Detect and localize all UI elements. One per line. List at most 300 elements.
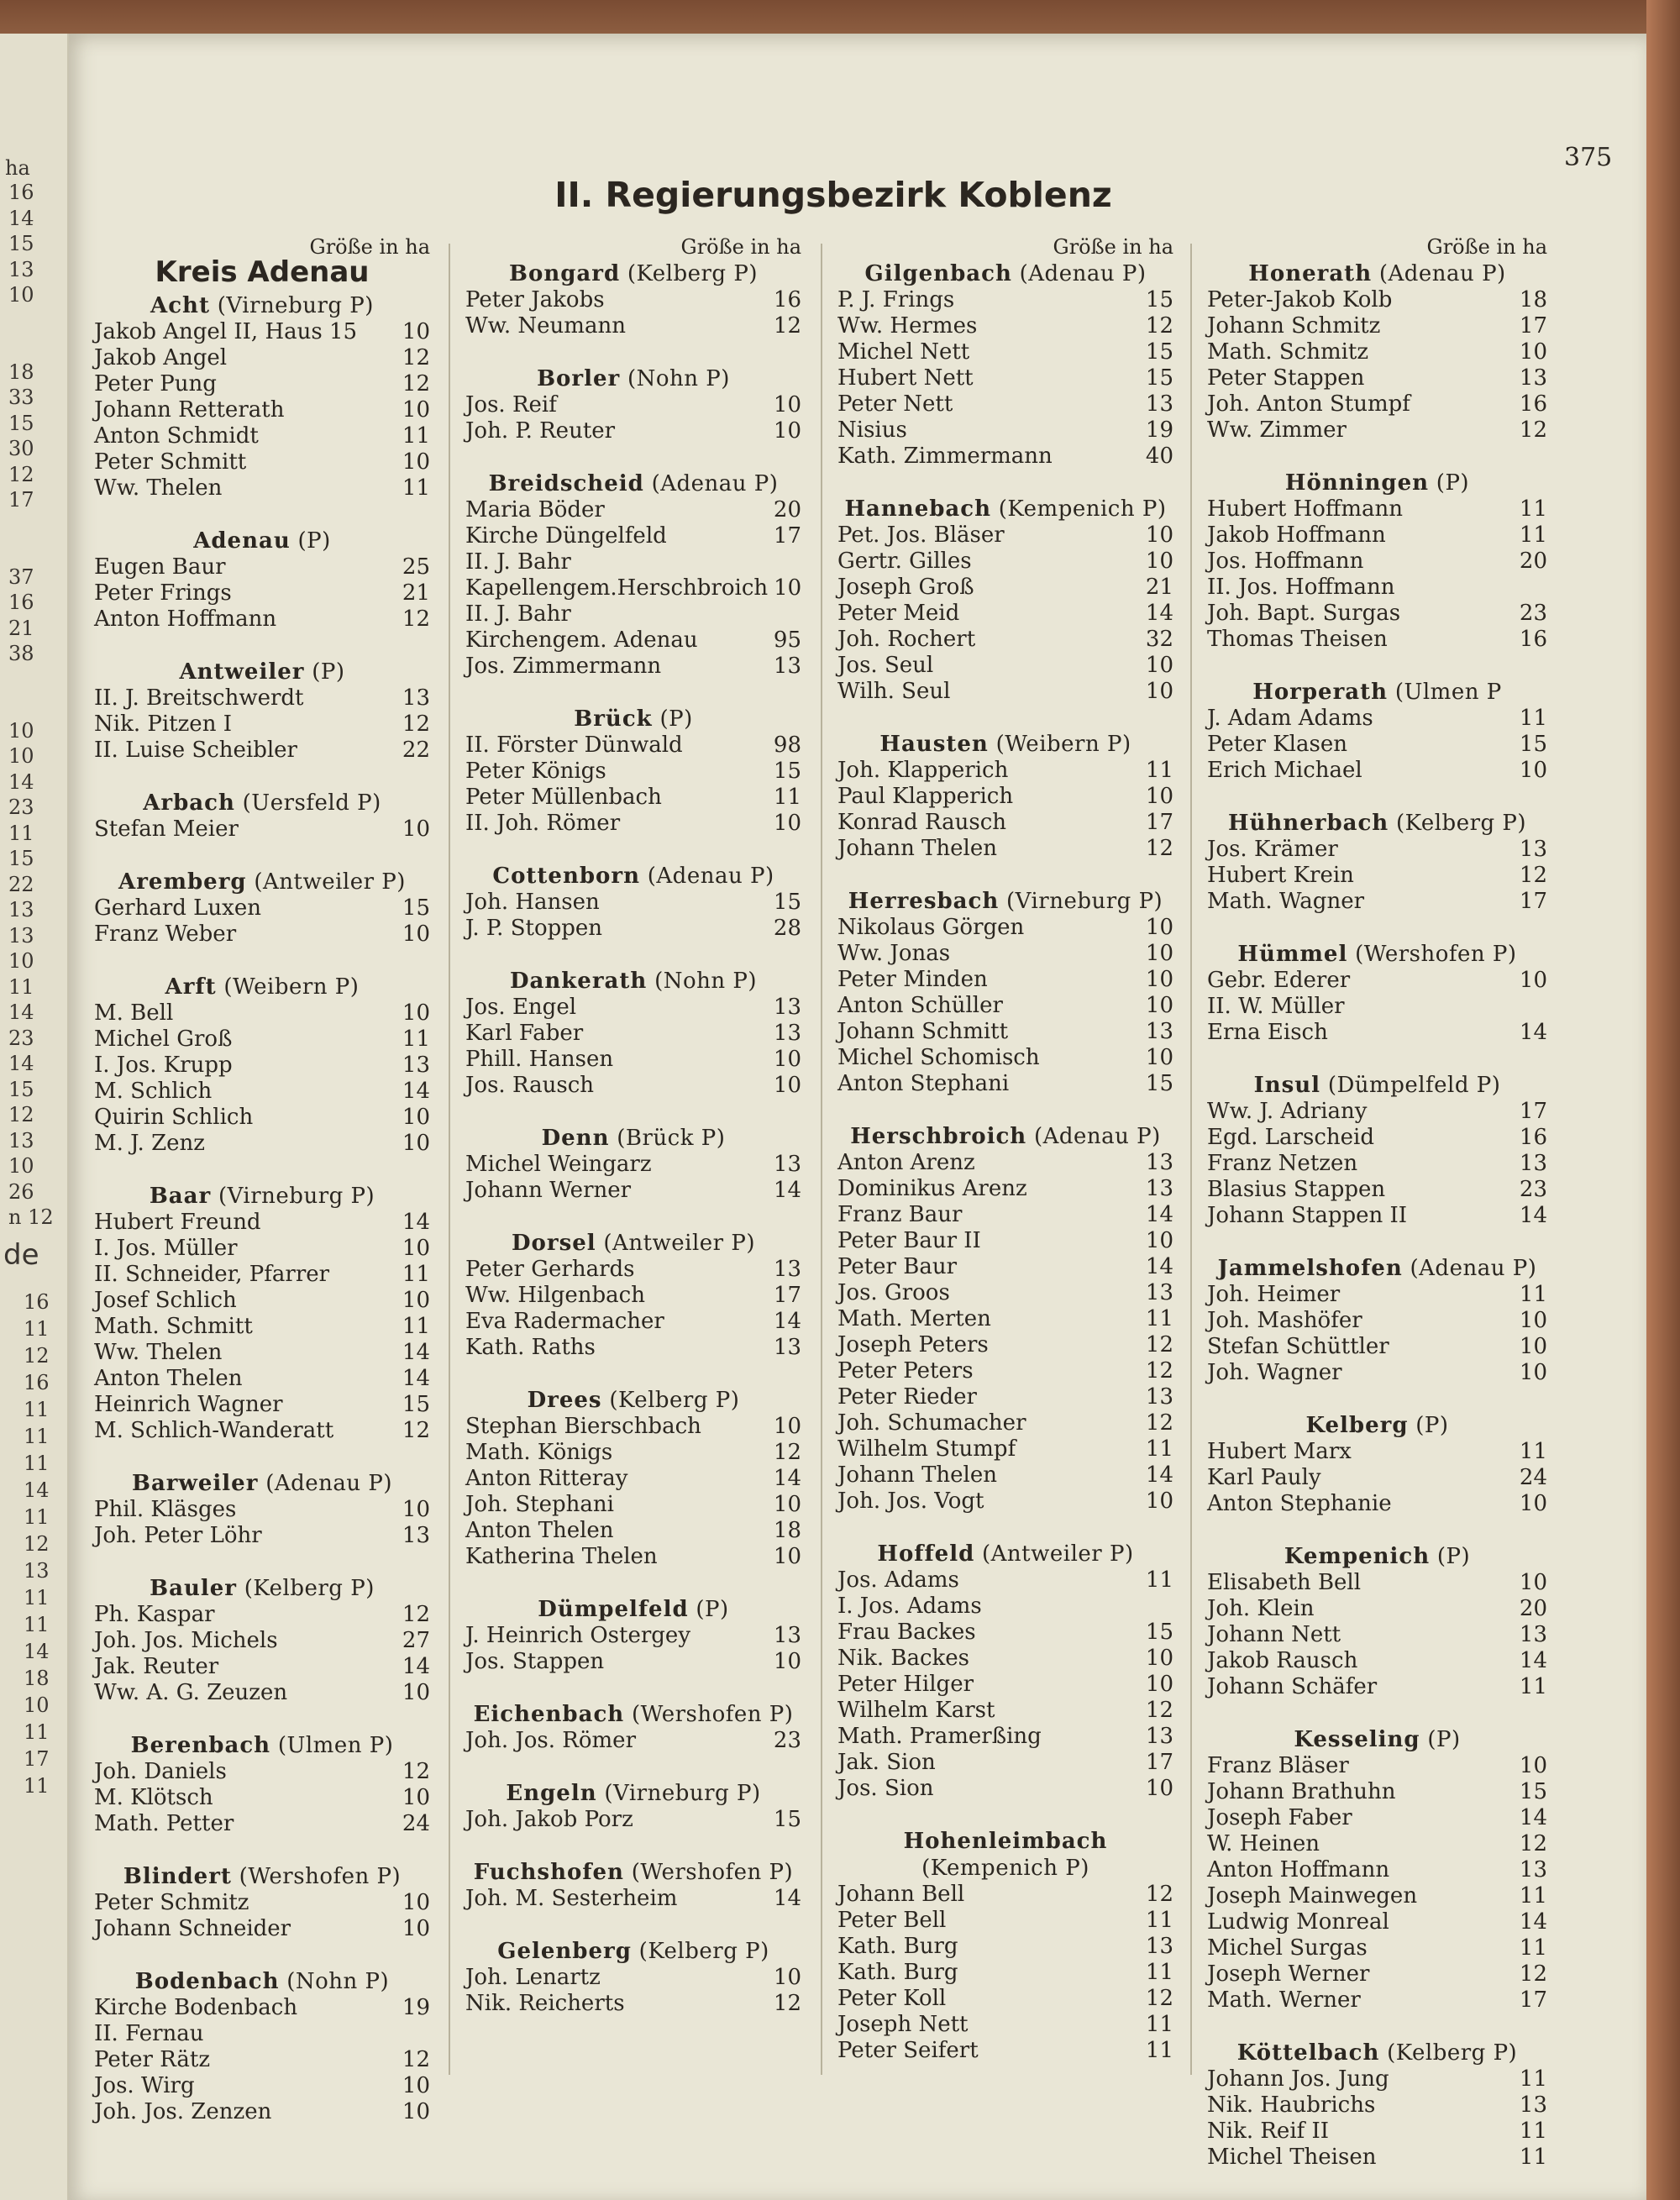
municipality-name: Hannebach (844, 496, 992, 522)
municipality-parish: (P) (1427, 1727, 1461, 1752)
spacer (465, 339, 801, 365)
municipality-parish: (Adenau P) (1410, 1256, 1537, 1281)
municipality-heading (94, 974, 430, 1000)
area-ha: 18 (1519, 287, 1547, 312)
municipality-heading (94, 1732, 430, 1759)
owner-name: Math. Schmitt (94, 1314, 253, 1339)
column-rule (449, 244, 450, 2075)
owner-name: Franz Netzen (1207, 1151, 1358, 1176)
area-ha: 10 (402, 1890, 430, 1915)
spacer (1207, 2014, 1547, 2040)
spacer (837, 1097, 1173, 1123)
municipality-parish: (P) (312, 659, 345, 685)
owner-name: I. Jos. Müller (94, 1236, 238, 1261)
owner-row (1207, 313, 1547, 339)
owner-row (94, 738, 430, 764)
municipality-parish: (Kempenich P) (921, 1856, 1089, 1881)
area-ha: 10 (402, 1497, 430, 1522)
margin-unit-label: ha (5, 156, 30, 180)
owner-name: Peter Jakobs (465, 287, 605, 312)
margin-number: 15 (8, 232, 34, 255)
area-ha: 10 (402, 921, 430, 947)
owner-name: Hubert Nett (837, 365, 974, 391)
owner-row (1207, 391, 1547, 417)
margin-number: 11 (24, 1424, 50, 1448)
area-ha: 17 (1519, 889, 1547, 914)
owner-name: Joh. Mashöfer (1207, 1308, 1362, 1333)
municipality-heading (465, 1125, 801, 1152)
municipality-name: Acht (150, 293, 210, 318)
owner-name: Peter Gerhards (465, 1257, 635, 1282)
municipality-heading (1207, 470, 1547, 496)
column-3 (837, 234, 1173, 2082)
area-ha: 11 (1519, 706, 1547, 731)
owner-row (837, 2038, 1173, 2064)
margin-number: 38 (8, 642, 34, 665)
owner-name: Peter Seifert (837, 2038, 979, 2063)
area-ha: 10 (1145, 1489, 1173, 1514)
owner-row (837, 339, 1173, 365)
spacer (94, 1942, 430, 1968)
owner-row (465, 1440, 801, 1466)
spacer (837, 862, 1173, 888)
owner-name: Joh. Daniels (94, 1759, 227, 1784)
area-ha: 10 (1519, 339, 1547, 365)
municipality-name: Kesseling (1294, 1727, 1420, 1752)
area-ha: 13 (773, 1623, 801, 1648)
owner-name: Jos. Zimmermann (465, 654, 662, 679)
municipality-parish: (P) (297, 528, 331, 554)
area-ha: 14 (1519, 1909, 1547, 1935)
area-ha: 12 (402, 2047, 430, 2072)
spacer (837, 1515, 1173, 1541)
owner-name: Joh. Stephani (465, 1492, 614, 1517)
owner-row (1207, 1857, 1547, 1883)
owner-name: Ww. Zimmer (1207, 417, 1347, 443)
area-ha: 11 (1519, 496, 1547, 522)
owner-name: Joh. Rochert (837, 627, 976, 652)
area-ha: 22 (402, 738, 430, 763)
owner-row (94, 371, 430, 397)
owner-name: P. J. Frings (837, 287, 955, 312)
municipality-heading (1207, 679, 1547, 706)
owner-name: Peter Minden (837, 967, 988, 992)
area-ha: 14 (1519, 1203, 1547, 1228)
area-ha: 25 (402, 554, 430, 580)
district-heading: Kreis Adenau (155, 255, 370, 289)
owner-row (94, 1759, 430, 1785)
owner-name: Jos. Engel (465, 995, 577, 1020)
owner-name: Peter Klasen (1207, 732, 1347, 757)
facing-page-edge (0, 34, 70, 2200)
area-ha: 13 (1519, 365, 1547, 391)
margin-number: 12 (24, 1343, 50, 1368)
spacer (94, 501, 430, 528)
owner-name: Kath. Burg (837, 1960, 958, 1985)
area-ha: 15 (1145, 1071, 1173, 1096)
municipality-parish: (Weibern P) (995, 732, 1131, 757)
area-ha: 10 (1519, 1491, 1547, 1516)
owner-row (465, 759, 801, 785)
area-ha: 12 (402, 1418, 430, 1443)
area-ha: 24 (402, 1811, 430, 1836)
margin-number: 13 (8, 898, 34, 921)
owner-name: Peter Rätz (94, 2047, 211, 2072)
area-ha: 10 (773, 392, 801, 417)
area-ha: 15 (402, 1392, 430, 1417)
owner-row (837, 1489, 1173, 1515)
area-ha: 12 (402, 1602, 430, 1627)
owner-row (465, 1309, 801, 1335)
municipality-name: Borler (537, 366, 621, 391)
area-ha: 11 (1519, 2066, 1547, 2092)
spacer (1207, 1517, 1547, 1543)
owner-name: Jos. Stappen (465, 1649, 605, 1674)
owner-row (94, 449, 430, 475)
area-ha: 10 (773, 1649, 801, 1674)
margin-number: 10 (8, 283, 34, 307)
column-4 (1207, 234, 1547, 2170)
margin-number: 13 (8, 257, 34, 281)
owner-name: Franz Weber (94, 921, 237, 947)
owner-name: I. Jos. Krupp (94, 1053, 233, 1078)
owner-name: Johann Schmitz (1207, 313, 1381, 339)
area-ha: 10 (1145, 679, 1173, 704)
area-ha: 10 (1145, 941, 1173, 966)
owner-name: Joh. P. Reuter (465, 418, 616, 444)
spacer (94, 1157, 430, 1183)
municipality-name: Gelenberg (497, 1939, 632, 1964)
book-cover-edge (1646, 0, 1680, 2200)
owner-name: Ww. Thelen (94, 1340, 223, 1365)
area-ha: 16 (773, 287, 801, 312)
municipality-name: Breidscheid (488, 471, 644, 496)
owner-name: Kirche Bodenbach (94, 1995, 298, 2020)
municipality-parish: (Adenau P) (1019, 261, 1147, 286)
page-title: II. Regierungsbezirk Koblenz (554, 175, 1112, 215)
owner-name: Jos. Wirg (94, 2073, 195, 2098)
municipality-parish: (Kelberg P) (1395, 811, 1527, 836)
owner-row (94, 816, 430, 843)
owner-row (837, 1462, 1173, 1489)
municipality-heading (94, 869, 430, 895)
owner-name: Katherina Thelen (465, 1544, 658, 1569)
municipality-parish: (Ulmen P) (277, 1733, 394, 1758)
size-header: Größe in ha (309, 235, 430, 259)
owner-row (94, 1053, 430, 1079)
owner-name: Stefan Meier (94, 816, 239, 842)
owner-row (465, 1492, 801, 1518)
owner-name: Elisabeth Bell (1207, 1570, 1362, 1595)
municipality-parish: (P) (1436, 470, 1470, 496)
owner-row (94, 1105, 430, 1131)
municipality-parish: (Virneburg P) (1006, 889, 1163, 914)
owner-row (465, 523, 801, 549)
owner-name: Math. Werner (1207, 1987, 1361, 2013)
owner-name: Stefan Schüttler (1207, 1334, 1389, 1359)
owner-name: Peter Meid (837, 601, 960, 626)
margin-number: 13 (24, 1558, 50, 1583)
owner-row (94, 1680, 430, 1706)
owner-name: Michel Groß (94, 1026, 233, 1052)
margin-number: 14 (8, 1052, 34, 1075)
owner-row (94, 1811, 430, 1837)
margin-number: 17 (8, 488, 34, 512)
owner-name: Michel Weingarz (465, 1152, 652, 1177)
owner-row (94, 1916, 430, 1942)
owner-row (1207, 1491, 1547, 1517)
margin-number: 10 (8, 718, 34, 743)
municipality-name: Cottenborn (492, 864, 640, 889)
owner-row (465, 287, 801, 313)
area-ha: 12 (773, 313, 801, 339)
owner-row (465, 916, 801, 942)
owner-name: Hubert Krein (1207, 863, 1354, 888)
spacer (465, 444, 801, 470)
municipality-name: Engeln (506, 1781, 597, 1806)
owner-name: Stephan Bierschbach (465, 1414, 701, 1439)
owner-name: Franz Bläser (1207, 1753, 1349, 1778)
margin-number: 11 (8, 974, 34, 999)
owner-name: Frau Backes (837, 1620, 976, 1645)
owner-name: Paul Klapperich (837, 784, 1014, 809)
municipality-heading (465, 1780, 801, 1807)
owner-row (94, 1628, 430, 1654)
margin-number: 12 (24, 1531, 50, 1556)
area-ha: 13 (402, 1053, 430, 1078)
owner-name: Phil. Kläsges (94, 1497, 237, 1522)
area-ha: 24 (1519, 1465, 1547, 1490)
margin-number: 14 (24, 1478, 50, 1502)
owner-name: Peter Nett (837, 391, 953, 417)
owner-row (465, 1649, 801, 1675)
margin-number: 11 (24, 1504, 50, 1529)
owner-row (94, 1392, 430, 1418)
owner-name: II. J. Breitschwerdt (94, 685, 304, 711)
owner-name: Kath. Burg (837, 1934, 958, 1959)
margin-number: 15 (8, 1077, 34, 1101)
municipality-parish: (Kelberg P) (609, 1388, 740, 1413)
area-ha: 16 (1519, 627, 1547, 652)
owner-row (837, 941, 1173, 967)
municipality-name: Hausten (879, 732, 989, 757)
owner-row (94, 2047, 430, 2073)
area-ha: 20 (1519, 1596, 1547, 1621)
municipality-heading (94, 1470, 430, 1497)
owner-row (837, 1436, 1173, 1462)
owner-row (465, 575, 801, 601)
owner-name: Anton Stephanie (1207, 1491, 1392, 1516)
owner-row (94, 1890, 430, 1916)
area-ha: 10 (1519, 1570, 1547, 1595)
owner-name: Maria Böder (465, 497, 605, 522)
municipality-parish: (Kelberg P) (627, 261, 758, 286)
spacer (465, 1204, 801, 1230)
owner-row (1207, 601, 1547, 627)
municipality-name: Insul (1253, 1073, 1321, 1098)
area-ha: 28 (773, 916, 801, 941)
municipality-name: Kempenich (1284, 1544, 1431, 1569)
owner-name: Johann Nett (1207, 1622, 1341, 1647)
area-ha: 13 (402, 1523, 430, 1548)
margin-number: 16 (8, 181, 34, 204)
owner-row (1207, 339, 1547, 365)
owner-row (94, 580, 430, 606)
area-ha: 13 (773, 1152, 801, 1177)
owner-name: Hubert Hoffmann (1207, 496, 1404, 522)
spacer (837, 470, 1173, 496)
owner-name: Math. Königs (465, 1440, 613, 1465)
municipality-name: Arbach (143, 790, 235, 816)
owner-name: Peter Schmitt (94, 449, 247, 475)
municipality-name: Blindert (123, 1864, 232, 1889)
owner-name: Kath. Raths (465, 1335, 596, 1360)
owner-name: II. Joh. Römer (465, 811, 621, 836)
owner-name: Joseph Faber (1207, 1805, 1352, 1830)
owner-row (1207, 1308, 1547, 1334)
area-ha: 10 (1145, 522, 1173, 548)
spacer (465, 942, 801, 968)
municipality-parish: (Wershofen P) (239, 1864, 402, 1889)
area-ha: 10 (402, 1785, 430, 1810)
owner-row (465, 1728, 801, 1754)
owner-row (837, 1410, 1173, 1436)
owner-name: Anton Stephani (837, 1071, 1010, 1096)
municipality-name: Horperath (1252, 680, 1389, 705)
area-ha: 10 (774, 575, 802, 601)
owner-row (465, 1965, 801, 1991)
municipality-heading (465, 863, 801, 890)
municipality-name: Antweiler (179, 659, 305, 685)
area-ha: 19 (1145, 417, 1173, 443)
owner-name: Joh. Jos. Vogt (837, 1489, 984, 1514)
area-ha: 23 (1519, 601, 1547, 626)
owner-row (94, 895, 430, 921)
owner-name: Nikolaus Görgen (837, 915, 1025, 940)
owner-row (1207, 1779, 1547, 1805)
area-ha: 14 (1519, 1020, 1547, 1045)
municipality-heading (837, 496, 1173, 522)
spacer (465, 837, 801, 863)
area-ha: 11 (1145, 1567, 1173, 1593)
owner-row (94, 1210, 430, 1236)
owner-row (94, 1785, 430, 1811)
spacer (1207, 1700, 1547, 1726)
owner-name: II. J. Bahr (465, 601, 571, 627)
owner-name: Joseph Mainwegen (1207, 1883, 1418, 1909)
size-header: Größe in ha (1426, 235, 1547, 259)
margin-number: 13 (8, 1128, 34, 1153)
area-ha: 14 (1519, 1648, 1547, 1673)
owner-name: J. P. Stoppen (465, 916, 603, 941)
municipality-heading (1207, 1412, 1547, 1439)
owner-name: Quirin Schlich (94, 1105, 254, 1130)
margin-word: de (3, 1237, 39, 1272)
area-ha: 10 (773, 418, 801, 444)
owner-row (837, 1150, 1173, 1176)
owner-row (837, 1960, 1173, 1986)
margin-number: 10 (24, 1693, 50, 1717)
owner-name: Heinrich Wagner (94, 1392, 283, 1417)
spacer (465, 1754, 801, 1780)
owner-row (465, 1991, 801, 2017)
owner-name: Michel Surgas (1207, 1935, 1368, 1961)
owner-name: Jos. Hoffmann (1207, 549, 1364, 574)
owner-row (1207, 1177, 1547, 1203)
margin-number: 11 (24, 1612, 50, 1636)
owner-row (465, 1257, 801, 1283)
area-ha: 10 (1145, 784, 1173, 809)
owner-name: Jakob Rausch (1207, 1648, 1358, 1673)
area-ha: 10 (1145, 1672, 1173, 1697)
municipality-heading (1207, 1726, 1547, 1753)
area-ha: 14 (773, 1309, 801, 1334)
owner-row (94, 1366, 430, 1392)
owner-row (94, 1026, 430, 1053)
owner-row (1207, 2066, 1547, 2092)
area-ha: 14 (1145, 1462, 1173, 1488)
owner-name: Kath. Zimmermann (837, 444, 1053, 469)
owner-row (837, 313, 1173, 339)
margin-number: 30 (8, 437, 34, 460)
area-ha: 10 (773, 1414, 801, 1439)
owner-name: Joseph Peters (837, 1332, 989, 1357)
area-ha: 10 (773, 811, 801, 836)
owner-row (465, 601, 801, 627)
owner-row (837, 1019, 1173, 1045)
area-ha: 14 (402, 1366, 430, 1391)
margin-number: 26 (8, 1179, 34, 1204)
spacer (94, 1837, 430, 1863)
owner-name: Johann Werner (465, 1178, 632, 1203)
municipality-name: Adenau (193, 528, 291, 554)
area-ha: 15 (1145, 1620, 1173, 1645)
area-ha: 95 (773, 627, 801, 653)
area-ha: 11 (1519, 1282, 1547, 1307)
area-ha: 12 (402, 1759, 430, 1784)
owner-name: Joseph Nett (837, 2012, 969, 2037)
owner-name: Karl Faber (465, 1021, 584, 1046)
municipality-name: Eichenbach (473, 1702, 625, 1727)
municipality-heading (465, 1859, 801, 1886)
owner-row (465, 627, 801, 654)
area-ha: 10 (402, 1916, 430, 1941)
owner-name: Johann Brathuhn (1207, 1779, 1396, 1804)
owner-name: Ww. Neumann (465, 313, 626, 339)
owner-row (837, 2012, 1173, 2038)
municipality-parish: (Wershofen P) (631, 1860, 794, 1885)
owner-row (837, 784, 1173, 810)
municipality-heading (465, 470, 801, 497)
owner-row (465, 1073, 801, 1099)
owner-name: II. Luise Scheibler (94, 738, 297, 763)
area-ha: 40 (1145, 444, 1173, 469)
owner-name: Thomas Theisen (1207, 627, 1388, 652)
margin-number: 11 (24, 1585, 50, 1609)
owner-name: Anton Hoffmann (1207, 1857, 1390, 1882)
area-ha: 10 (1519, 758, 1547, 783)
area-ha: 11 (402, 475, 430, 501)
owner-row (837, 679, 1173, 705)
area-ha: 13 (402, 685, 430, 711)
area-ha: 11 (1145, 2038, 1173, 2063)
owner-name: Joh. Peter Löhr (94, 1523, 262, 1548)
owner-name: Josef Schlich (94, 1288, 237, 1313)
spacer (465, 1570, 801, 1596)
owner-name: Peter Peters (837, 1358, 974, 1384)
owner-name: Johann Retterath (94, 397, 285, 423)
owner-name: W. Heinen (1207, 1831, 1320, 1856)
